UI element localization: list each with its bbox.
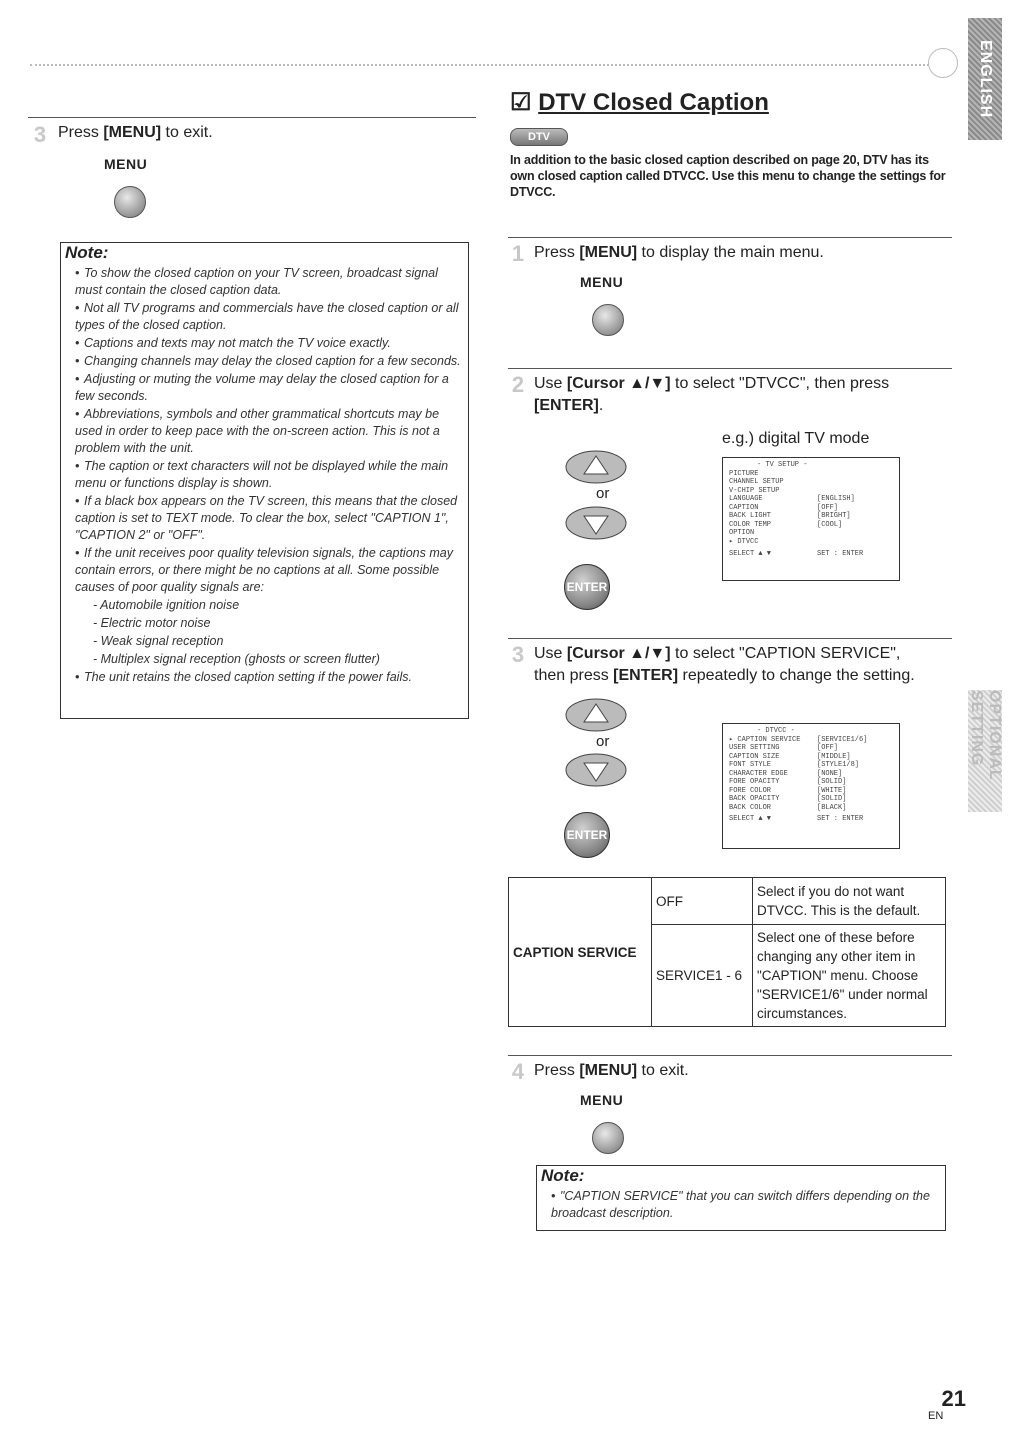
side-tab-english: ENGLISH bbox=[968, 18, 1002, 140]
screen-menu-value: [OFF] bbox=[817, 503, 839, 512]
screen-menu-row bbox=[729, 761, 893, 770]
note-text: Adjusting or muting the volume may delay the closed caption for a few seconds. bbox=[75, 372, 449, 403]
screen-menu-value: [STYLE1/8] bbox=[817, 761, 860, 769]
screen-menu-label: CHARACTER EDGE bbox=[729, 769, 788, 778]
note-text: Abbreviations, symbols and other grammatical shortcuts may be used in order to keep pace with the on-screen action. This is not a problem with the unit. bbox=[75, 407, 440, 455]
note-title: Note: bbox=[65, 243, 109, 262]
right-step3-text: Use [Cursor ▲/▼] to select "CAPTION SERVICE", then press [ENTER] repeatedly to change the setting. bbox=[534, 645, 915, 684]
dtvcc-screen bbox=[722, 723, 900, 849]
step1-rule bbox=[508, 237, 952, 238]
note-item bbox=[75, 651, 462, 668]
step-number: 4 bbox=[511, 1059, 525, 1084]
screen-menu-label: CAPTION SIZE bbox=[729, 752, 780, 761]
bullet: • bbox=[551, 1189, 556, 1203]
right-note-box bbox=[536, 1165, 946, 1231]
screen-menu-value: [COOL] bbox=[817, 520, 843, 529]
cursor-down-icon bbox=[564, 505, 628, 541]
bullet: • bbox=[75, 546, 80, 560]
right-step2-text: Use [Cursor ▲/▼] to select "DTVCC", then press [ENTER]. bbox=[534, 375, 890, 414]
screen-menu-value: [SOLID] bbox=[817, 795, 847, 803]
table-item-name: CAPTION SERVICE bbox=[509, 878, 652, 1027]
screen-menu-value: [WHITE] bbox=[817, 786, 847, 795]
note-text: Captions and texts may not match the TV voice exactly. bbox=[84, 336, 391, 350]
bullet: • bbox=[75, 336, 80, 350]
section-title: DTV Closed Caption bbox=[538, 89, 769, 116]
note-text: Not all TV programs and commercials have the closed caption or all types of the closed caption. bbox=[75, 301, 459, 332]
screen-title: - DTVCC - bbox=[757, 727, 795, 735]
step-number: 3 bbox=[511, 642, 525, 667]
note-item bbox=[75, 493, 462, 544]
screen-menu-label: V-CHIP SETUP bbox=[729, 486, 780, 495]
note-text: - Multiplex signal reception (ghosts or screen flutter) bbox=[93, 652, 380, 666]
note-item bbox=[75, 545, 462, 596]
screen-menu-row bbox=[729, 478, 893, 487]
screen-menu-row bbox=[729, 736, 893, 745]
screen-menu-label: BACK LIGHT bbox=[729, 512, 772, 520]
note-text: Changing channels may delay the closed caption for a few seconds. bbox=[84, 354, 461, 368]
screen-menu-label: ▸ CAPTION SERVICE bbox=[729, 735, 801, 744]
table-desc: Select one of these before changing any other item in "CAPTION" menu. Choose "SERVICE1/6" under normal circumstances. bbox=[753, 925, 946, 1027]
or-label: or bbox=[596, 485, 610, 502]
bullet: • bbox=[75, 407, 80, 421]
section-heading bbox=[510, 88, 769, 117]
caption-service-table bbox=[508, 877, 946, 1027]
screen-menu-label: USER SETTING bbox=[729, 744, 780, 752]
left-step3-text: Press [MENU] to exit. bbox=[58, 124, 213, 141]
note-text: The caption or text characters will not be displayed while the main menu or functions display is shown. bbox=[75, 459, 449, 490]
menu-button-icon bbox=[592, 304, 624, 336]
screen-title: - TV SETUP - bbox=[757, 461, 808, 469]
bullet: • bbox=[75, 372, 80, 386]
note-item bbox=[75, 353, 462, 370]
or-label: or bbox=[596, 733, 610, 750]
cursor-down-icon bbox=[564, 752, 628, 788]
bullet: • bbox=[75, 670, 80, 684]
screen-footer: SELECT ▲ ▼ SET : ENTER bbox=[729, 550, 864, 558]
left-top-rule bbox=[28, 117, 476, 118]
screen-menu-row bbox=[729, 512, 893, 521]
screen-menu-label: BACK COLOR bbox=[729, 803, 772, 812]
screen-menu-row bbox=[729, 470, 893, 479]
bullet: • bbox=[75, 459, 80, 473]
screen-menu-row bbox=[729, 744, 893, 753]
table-row bbox=[509, 878, 946, 925]
note-item bbox=[75, 335, 462, 352]
note-title: Note: bbox=[541, 1166, 585, 1185]
note-item bbox=[75, 300, 462, 334]
screen-menu-value: [ENGLISH] bbox=[817, 495, 855, 503]
tv-setup-screen bbox=[722, 457, 900, 581]
bullet: • bbox=[75, 301, 80, 315]
screen-menu-label: PICTURE bbox=[729, 469, 759, 478]
example-label: e.g.) digital TV mode bbox=[722, 430, 870, 447]
note-item bbox=[75, 633, 462, 650]
screen-menu-label: FORE COLOR bbox=[729, 786, 772, 795]
screen-menu-row bbox=[729, 787, 893, 796]
note-item bbox=[75, 615, 462, 632]
screen-menu-label: OPTION bbox=[729, 529, 755, 537]
screen-menu-row bbox=[729, 770, 893, 779]
screen-menu-row bbox=[729, 495, 893, 504]
screen-menu-label: CHANNEL SETUP bbox=[729, 478, 784, 486]
cursor-up-icon bbox=[564, 697, 628, 733]
menu-button-icon bbox=[592, 1122, 624, 1154]
screen-menu-row bbox=[729, 795, 893, 804]
screen-menu-value: [BRIGHT] bbox=[817, 512, 851, 520]
screen-menu-label: COLOR TEMP bbox=[729, 520, 772, 529]
note-text: If a black box appears on the TV screen, this means that the closed caption is set to TEXT mode. To clear the box, select "CAPTION 1", "CAPTION 2" or "OFF". bbox=[75, 494, 458, 542]
screen-menu-label: FORE OPACITY bbox=[729, 778, 780, 786]
note-item bbox=[551, 1188, 939, 1222]
page-number: 21 bbox=[941, 1386, 966, 1411]
screen-menu-row bbox=[729, 804, 893, 813]
note-text: The unit retains the closed caption setting if the power fails. bbox=[84, 670, 412, 684]
screen-menu-row bbox=[729, 538, 893, 547]
screen-menu-row bbox=[729, 521, 893, 530]
note-text: To show the closed caption on your TV screen, broadcast signal must contain the closed caption data. bbox=[75, 266, 438, 297]
note-text: "CAPTION SERVICE" that you can switch differs depending on the broadcast description. bbox=[551, 1189, 930, 1220]
right-step4-text: Press [MENU] to exit. bbox=[534, 1062, 689, 1079]
side-tab-section: OPTIONAL SETTING bbox=[968, 690, 1002, 812]
note-item bbox=[75, 406, 462, 457]
screen-menu-label: LANGUAGE bbox=[729, 495, 763, 503]
screen-menu-value: [OFF] bbox=[817, 744, 839, 752]
bullet: • bbox=[75, 354, 80, 368]
menu-label: MENU bbox=[580, 274, 624, 290]
note-text: - Automobile ignition noise bbox=[93, 598, 240, 612]
table-value: SERVICE1 - 6 bbox=[652, 925, 753, 1027]
screen-menu-row bbox=[729, 778, 893, 787]
screen-menu-label: ▸ DTVCC bbox=[729, 537, 759, 546]
note-item bbox=[75, 597, 462, 614]
dtv-badge: DTV bbox=[510, 128, 568, 146]
top-dotted-line bbox=[30, 64, 945, 66]
note-item bbox=[75, 371, 462, 405]
screen-menu-value: [SERVICE1/6] bbox=[817, 735, 868, 744]
screen-menu-row bbox=[729, 529, 893, 538]
screen-menu-label: CAPTION bbox=[729, 503, 759, 512]
menu-label: MENU bbox=[580, 1092, 624, 1108]
screen-menu-label: BACK OPACITY bbox=[729, 795, 780, 803]
right-step1-text: Press [MENU] to display the main menu. bbox=[534, 244, 824, 261]
note-list bbox=[75, 265, 462, 687]
table-value: OFF bbox=[652, 878, 753, 925]
note-item bbox=[75, 669, 462, 686]
screen-menu-value: [SOLID] bbox=[817, 778, 847, 786]
cursor-up-icon bbox=[564, 449, 628, 485]
step-number: 2 bbox=[511, 372, 525, 397]
note-text: - Weak signal reception bbox=[93, 634, 224, 648]
step-number: 1 bbox=[511, 241, 525, 266]
screen-menu-label: FONT STYLE bbox=[729, 761, 772, 769]
step-number: 3 bbox=[33, 122, 47, 147]
screen-footer: SELECT ▲ ▼ SET : ENTER bbox=[729, 815, 864, 823]
note-text: - Electric motor noise bbox=[93, 616, 211, 630]
screen-menu-row bbox=[729, 753, 893, 762]
top-circle-ornament bbox=[928, 48, 958, 78]
step4-rule bbox=[508, 1055, 952, 1056]
screen-menu-value: [NONE] bbox=[817, 769, 843, 778]
menu-button-icon bbox=[114, 186, 146, 218]
left-note-box bbox=[60, 242, 469, 719]
enter-button-icon: ENTER bbox=[564, 564, 610, 610]
note-list bbox=[551, 1188, 939, 1223]
page-language: EN bbox=[928, 1410, 944, 1422]
table-desc: Select if you do not want DTVCC. This is the default. bbox=[753, 878, 946, 925]
screen-menu-value: [BLACK] bbox=[817, 803, 847, 812]
intro-text: In addition to the basic closed caption described on page 20, DTV has its own closed caption called DTVCC. Use this menu to change the settings for DTVCC. bbox=[510, 153, 946, 199]
step2-rule bbox=[508, 368, 952, 369]
note-text: If the unit receives poor quality television signals, the captions may contain errors, or there might be no captions at all. Some possible causes of poor quality signals are: bbox=[75, 546, 453, 594]
screen-menu-value: [MIDDLE] bbox=[817, 752, 851, 761]
screen-menu-row bbox=[729, 504, 893, 513]
checkbox-icon: ☑ bbox=[510, 89, 532, 116]
note-item bbox=[75, 458, 462, 492]
note-item bbox=[75, 265, 462, 299]
bullet: • bbox=[75, 266, 80, 280]
screen-menu-row bbox=[729, 487, 893, 496]
enter-button-icon: ENTER bbox=[564, 812, 610, 858]
bullet: • bbox=[75, 494, 80, 508]
menu-label: MENU bbox=[104, 156, 148, 172]
step3-rule bbox=[508, 638, 952, 639]
